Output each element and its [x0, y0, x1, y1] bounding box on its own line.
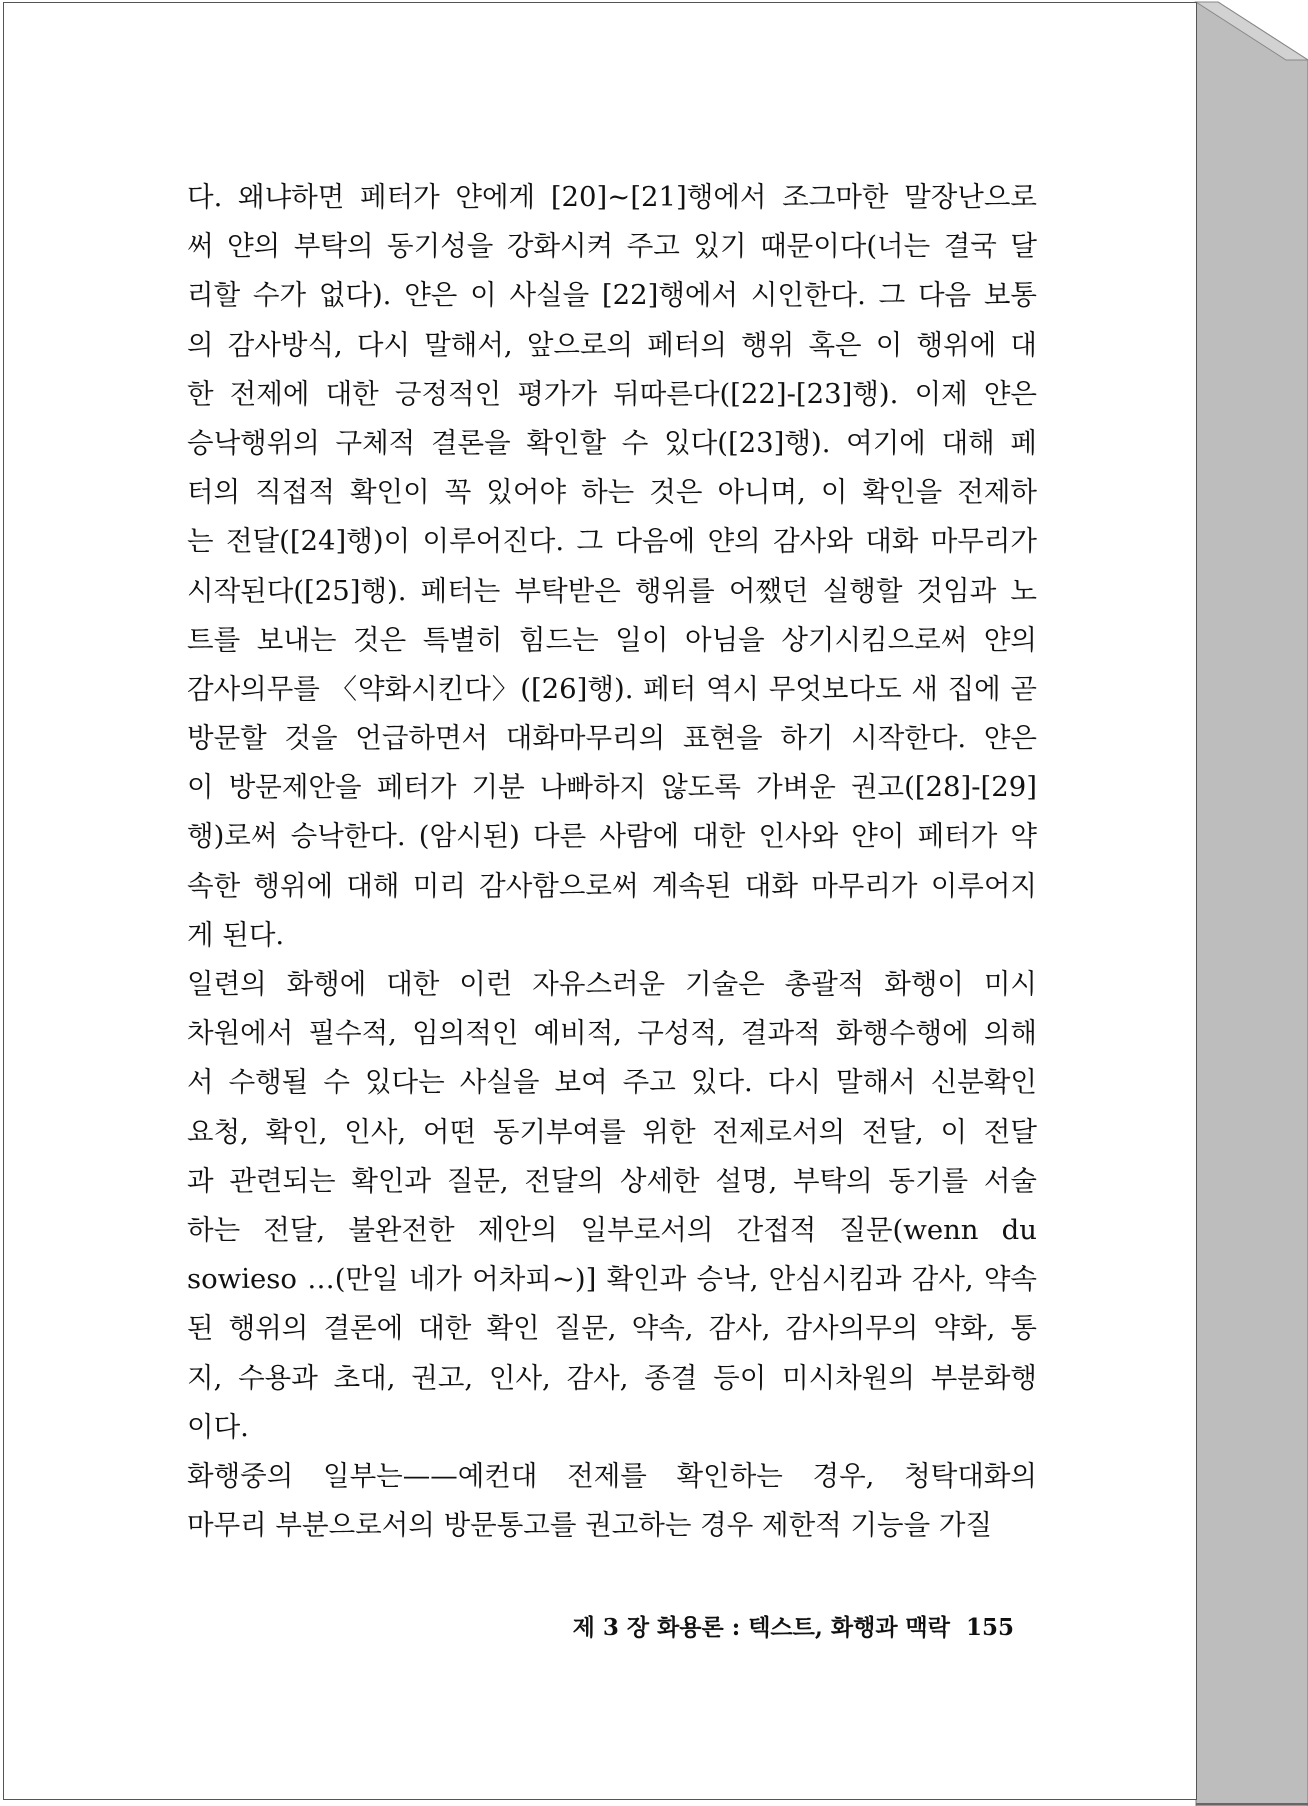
text-line: 속한 행위에 대해 미리 감사함으로써 계속된 대화 마무리가 이루어지: [187, 869, 1037, 902]
text-line: 요청, 확인, 인사, 어떤 동기부여를 위한 전제로서의 전달, 이 전달: [187, 1115, 1037, 1148]
text-line: 트를 보내는 것은 특별히 힘드는 일이 아님을 상기시킴으로써 얀의: [187, 623, 1037, 656]
text-line: 된 행위의 결론에 대한 확인 질문, 약속, 감사, 감사의무의 약화, 통: [187, 1312, 1037, 1345]
book-page: [3, 2, 1197, 1800]
text-line: 하는 전달, 불완전한 제안의 일부로서의 간접적 질문(wenn du: [187, 1213, 1037, 1246]
text-line: 이다.: [187, 1410, 249, 1443]
chapter-title: 제 3 장 화용론 : 텍스트, 화행과 맥락: [572, 1614, 950, 1641]
text-line: 화행중의 일부는——예컨대 전제를 확인하는 경우, 청탁대화의: [187, 1459, 1037, 1492]
text-line: 시작된다([25]행). 페터는 부탁받은 행위를 어쨌던 실행할 것임과 노: [187, 574, 1037, 607]
text-line: 감사의무를 〈약화시킨다〉([26]행). 페터 역시 무엇보다도 새 집에 곧: [187, 672, 1037, 705]
text-line: 방문할 것을 언급하면서 대화마무리의 표현을 하기 시작한다. 얀은: [187, 722, 1037, 755]
page-number: 155: [965, 1614, 1014, 1641]
text-line: 리할 수가 없다). 얀은 이 사실을 [22]행에서 시인한다. 그 다음 보통: [187, 279, 1037, 312]
text-line: 써 얀의 부탁의 동기성을 강화시켜 주고 있기 때문이다(너는 결국 달: [187, 230, 1037, 263]
text-line: sowieso …(만일 네가 어차피~)] 확인과 승낙, 안심시킴과 감사, 약속: [187, 1263, 1037, 1296]
text-line: 일련의 화행에 대한 이런 자유스러운 기술은 총괄적 화행이 미시: [187, 968, 1037, 1000]
text-line: 서 수행될 수 있다는 사실을 보여 주고 있다. 다시 말해서 신분확인: [187, 1066, 1037, 1099]
text-line: 차원에서 필수적, 임의적인 예비적, 구성적, 결과적 화행수행에 의해: [187, 1017, 1037, 1050]
text-line: 의 감사방식, 다시 말해서, 앞으로의 페터의 행위 혹은 이 행위에 대: [187, 328, 1037, 361]
text-line: 다. 왜냐하면 페터가 얀에게 [20]~[21]행에서 조그마한 말장난으로: [187, 181, 1037, 213]
text-line: 마무리 부분으로서의 방문통고를 권고하는 경우 제한적 기능을 가질: [187, 1509, 993, 1542]
text-line: 승낙행위의 구체적 결론을 확인할 수 있다([23]행). 여기에 대해 페: [187, 426, 1037, 459]
text-line: 과 관련되는 확인과 질문, 전달의 상세한 설명, 부탁의 동기를 서술: [187, 1164, 1037, 1197]
text-line: 한 전제에 대한 긍정적인 평가가 뒤따른다([22]-[23]행). 이제 얀은: [187, 377, 1037, 410]
text-line: 게 된다.: [187, 918, 285, 951]
text-line: 터의 직접적 확인이 꼭 있어야 하는 것은 아니며, 이 확인을 전제하: [187, 476, 1037, 509]
page-body-text: [187, 173, 1037, 1550]
text-line: 이 방문제안을 페터가 기분 나빠하지 않도록 가벼운 권고([28]-[29]: [187, 771, 1037, 804]
text-line: 행)로써 승낙한다. (암시된) 다른 사람에 대한 인사와 얀이 페터가 약: [187, 820, 1037, 853]
text-line: 는 전달([24]행)이 이루어진다. 그 다음에 얀의 감사와 대화 마무리가: [187, 525, 1037, 558]
text-line: 지, 수용과 초대, 권고, 인사, 감사, 종결 등이 미시차원의 부분화행: [187, 1361, 1037, 1394]
page-footer: [544, 1609, 1014, 1642]
